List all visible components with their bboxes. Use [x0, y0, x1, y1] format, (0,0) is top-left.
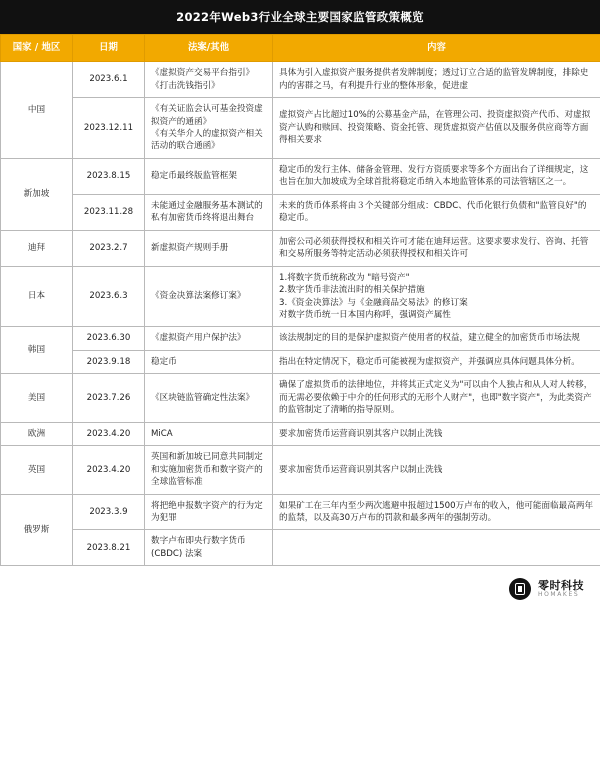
cell-date: 2023.6.1 — [73, 62, 145, 98]
brand-text — [538, 580, 584, 600]
cell-country: 美国 — [1, 374, 73, 422]
page-title: 2022年Web3行业全球主要国家监管政策概览 — [0, 0, 600, 34]
cell-law: 《虚拟资产交易平台指引》 《打击洗钱指引》 — [145, 62, 273, 98]
column-header-law: 法案/其他 — [145, 35, 273, 62]
cell-country: 韩国 — [1, 327, 73, 374]
cell-content: 未来的货币体系将由３个关键部分组成：CBDC、代币化银行负债和"监管良好"的稳定币。 — [273, 194, 600, 230]
cell-date: 2023.4.20 — [73, 422, 145, 445]
cell-law: 稳定币 — [145, 350, 273, 373]
cell-country: 日本 — [1, 266, 73, 327]
cell-content: 如果矿工在三年内至少两次逃避申报超过1500万卢布的收入，他可能面临最高两年的监禁，以及高30万卢布的罚款和最多两年的强制劳动。 — [273, 494, 600, 530]
cell-country: 俄罗斯 — [1, 494, 73, 566]
cell-content: 该法规制定的目的是保护虚拟资产使用者的权益，建立健全的加密货币市场法规 — [273, 327, 600, 350]
table-row — [1, 350, 600, 373]
cell-content: 指出在特定情况下，稳定币可能被视为虚拟资产，并强调应具体问题具体分析。 — [273, 350, 600, 373]
table-row — [1, 446, 600, 494]
cell-date: 2023.3.9 — [73, 494, 145, 530]
column-header-date: 日期 — [73, 35, 145, 62]
cell-country: 新加坡 — [1, 158, 73, 230]
cell-date: 2023.11.28 — [73, 194, 145, 230]
cell-date: 2023.2.7 — [73, 230, 145, 266]
cell-content: 具体为引入虚拟资产服务提供者发牌制度；透过订立合适的监管发牌制度，排除史内的害群之马，有利提升行业的整体形象，促进虚 — [273, 62, 600, 98]
table-row — [1, 374, 600, 422]
table-row — [1, 98, 600, 159]
cell-content: 稳定币的发行主体、储备金管理、发行方资质要求等多个方面出台了详细规定，这也旨在加大加坡成为全球首批将稳定币纳入本地监管体系的司法管辖区之一。 — [273, 158, 600, 194]
table-row — [1, 266, 600, 327]
cell-law: 将把绝申报数字资产的行为定为犯罪 — [145, 494, 273, 530]
cell-date: 2023.7.26 — [73, 374, 145, 422]
cell-content: 虚拟资产占比超过10%的公募基金产品，在管理公司、投资虚拟资产代币、对虚拟资产认购和赎回、投资策略、资金托管、现货虚拟资产估值以及服务供应商等方面得相关要求 — [273, 98, 600, 159]
cell-content: 确保了虚拟货币的法律地位，并将其正式定义为"可以由个人独占和从人对人转移，而无需必要依赖于中介的任何形式的无形个人财产"，也即"数字资产"，为此类资产的监管制定了清晰的指导原则。 — [273, 374, 600, 422]
table-row — [1, 158, 600, 194]
cell-law: 《资金决算法案修订案》 — [145, 266, 273, 327]
cell-date: 2023.12.11 — [73, 98, 145, 159]
cell-content — [273, 530, 600, 566]
cell-content: 1.将数字货币统称改为 "暗号资产" 2.数字货币非法流出时的相关保护措施 3.《资金决算法》与《金融商品交易法》的修订案 对数字货币统一日本国内称呼，强调资产属性 — [273, 266, 600, 327]
table-row — [1, 530, 600, 566]
cell-date: 2023.8.21 — [73, 530, 145, 566]
brand-logo — [509, 578, 584, 600]
table-row — [1, 62, 600, 98]
cell-law: 新虚拟资产规则手册 — [145, 230, 273, 266]
shield-lock-icon — [509, 578, 531, 600]
table-row — [1, 494, 600, 530]
cell-content: 加密公司必须获得授权和相关许可才能在迪拜运营。这要求要求发行、咨询、托管和交易所服务等特定活动必须获得授权和相关许可 — [273, 230, 600, 266]
table-body — [1, 62, 600, 566]
cell-content: 要求加密货币运营商识别其客户以制止洗钱 — [273, 446, 600, 494]
cell-law: 稳定币最终版监管框架 — [145, 158, 273, 194]
cell-date: 2023.4.20 — [73, 446, 145, 494]
cell-law: 《区块链监管确定性法案》 — [145, 374, 273, 422]
cell-law: 《有关证监会认可基金投资虚拟资产的通函》 《有关华介人的虚拟资产相关活动的联合通函》 — [145, 98, 273, 159]
brand-subtitle: HOMAKES — [538, 591, 580, 599]
table-row — [1, 327, 600, 350]
cell-country: 中国 — [1, 62, 73, 159]
column-header-content: 内容 — [273, 35, 600, 62]
cell-law: 未能通过金融服务基本测试的私有加密货币终将退出舞台 — [145, 194, 273, 230]
cell-date: 2023.6.3 — [73, 266, 145, 327]
cell-law: 《虚拟资产用户保护法》 — [145, 327, 273, 350]
table-row — [1, 422, 600, 445]
table-row — [1, 230, 600, 266]
table-row — [1, 194, 600, 230]
cell-law: 数字卢布即央行数字货币 (CBDC) 法案 — [145, 530, 273, 566]
cell-law: 英国和新加坡已同意共同制定和实施加密货币和数字资产的全球监管标准 — [145, 446, 273, 494]
cell-date: 2023.8.15 — [73, 158, 145, 194]
cell-date: 2023.6.30 — [73, 327, 145, 350]
cell-country: 迪拜 — [1, 230, 73, 266]
policy-table — [0, 34, 600, 566]
cell-content: 要求加密货币运营商识别其客户以制止洗钱 — [273, 422, 600, 445]
table-header-row — [1, 35, 600, 62]
cell-country: 英国 — [1, 446, 73, 494]
cell-country: 欧洲 — [1, 422, 73, 445]
column-header-country: 国家 / 地区 — [1, 35, 73, 62]
footer — [0, 566, 600, 612]
cell-date: 2023.9.18 — [73, 350, 145, 373]
cell-law: MiCA — [145, 422, 273, 445]
brand-name: 零时科技 — [538, 578, 584, 592]
